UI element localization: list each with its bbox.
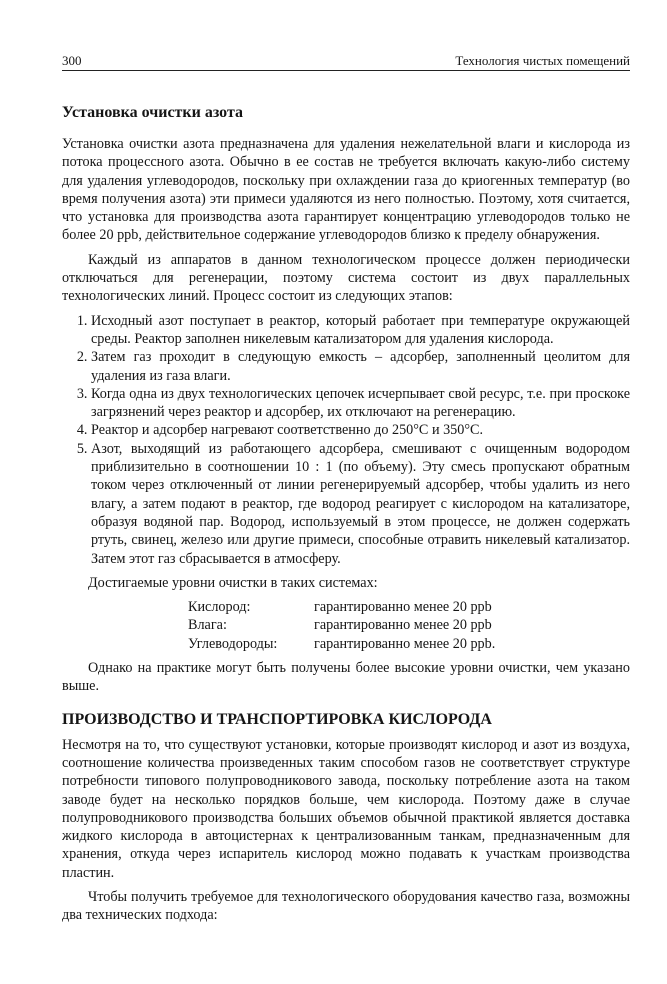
levels-intro: Достигаемые уровни очистки в таких системах: <box>88 574 378 591</box>
purity-levels-table <box>188 598 495 653</box>
list-item: 5. Азот, выходящий из работающего адсорбера, смешивают с очищенным водородом приблизительно в соотношении 10 : 1 (по объему). Эту смесь пропускают обратным током через отключенный от линии регенерируемый адсорбер, чтобы удалить из него влагу, а затем подают в реактор, где водород реагирует с кислородом на катализаторе, образуя водяной пар. Водород, используемый в этом процессе, не должен содержать ртуть, свинец, железо или другие примеси, способные отравить никелевый катализатор. Затем этот газ сбрасывается в атмосферу. <box>91 440 630 568</box>
list-item: 1. Исходный азот поступает в реактор, который работает при температуре окружающей среды. Реактор заполнен никелевым катализатором для удаления кислорода. <box>91 312 630 349</box>
running-title: Технология чистых помещений <box>455 53 630 68</box>
table-row <box>188 635 495 653</box>
nitrogen-paragraph-3: Однако на практике могут быть получены более высокие уровни очистки, чем указано выше. <box>62 660 630 695</box>
page-content <box>62 103 630 925</box>
level-name: Влага: <box>188 617 227 634</box>
table-row <box>188 616 495 634</box>
level-name: Кислород: <box>188 599 251 616</box>
running-header <box>62 52 630 71</box>
nitrogen-paragraph-2: Каждый из аппаратов в данном технологическом процессе должен периодически отключаться для регенерации, поэтому система состоит из двух параллельных технологических линий. Процесс состоит из следующих этапов: <box>62 251 630 305</box>
list-item: 4. Реактор и адсорбер нагревают соответственно до 250°С и 350°С. <box>91 421 630 439</box>
process-steps-list <box>62 312 630 568</box>
oxygen-paragraph-1: Несмотря на то, что существуют установки, которые производят кислород и азот из воздуха, соотношение количества произведенных таким способом газов не соответствует структуре потребности типового полупроводникового завода, поскольку потребление азота на таком заводе будет на несколько порядков больше, чем кислорода. Поэтому даже в случае полупроводникового производства больших объемов обычной практикой является доставка жидкого кислорода в автоцистернах к централизованным танкам, предназначенным для хранения, откуда через испаритель кислород можно подавать к участкам производства пластин. <box>62 736 630 881</box>
table-row <box>188 598 495 616</box>
level-name: Углеводороды: <box>188 635 278 652</box>
list-item: 2. Затем газ проходит в следующую емкость – адсорбер, заполненный цеолитом для удаления из газа влаги. <box>91 348 630 385</box>
nitrogen-paragraph-1: Установка очистки азота предназначена для удаления нежелательной влаги и кислорода из потока процессного азота. Обычно в ее состав не требуется включать какую-либо систему для удаления углеводородов, поскольку при охлаждении газа до криогенных температур (во время получения азота) эти примеси удаляются из него полностью. Поэтому, хотя считается, что установка для производства азота гарантирует концентрацию углеводородов только не более 20 ppb, действительное содержание углеводородов близко к пределу обнаружения. <box>62 136 630 244</box>
oxygen-paragraph-2: Чтобы получить требуемое для технологического оборудования качество газа, возможны два технических подхода: <box>62 888 630 924</box>
list-item: 3. Когда одна из двух технологических цепочек исчерпывает свой ресурс, т.е. при проскоке загрязнений через реактор и адсорбер, их отключают на регенерацию. <box>91 385 630 422</box>
level-value: гарантированно менее 20 ppb. <box>314 635 496 652</box>
oxygen-heading: ПРОИЗВОДСТВО И ТРАНСПОРТИРОВКА КИСЛОРОДА <box>62 710 492 728</box>
level-value: гарантированно менее 20 ppb <box>314 599 492 616</box>
nitrogen-heading: Установка очистки азота <box>62 104 244 121</box>
page-number: 300 <box>62 53 82 68</box>
level-value: гарантированно менее 20 ppb <box>314 617 492 634</box>
